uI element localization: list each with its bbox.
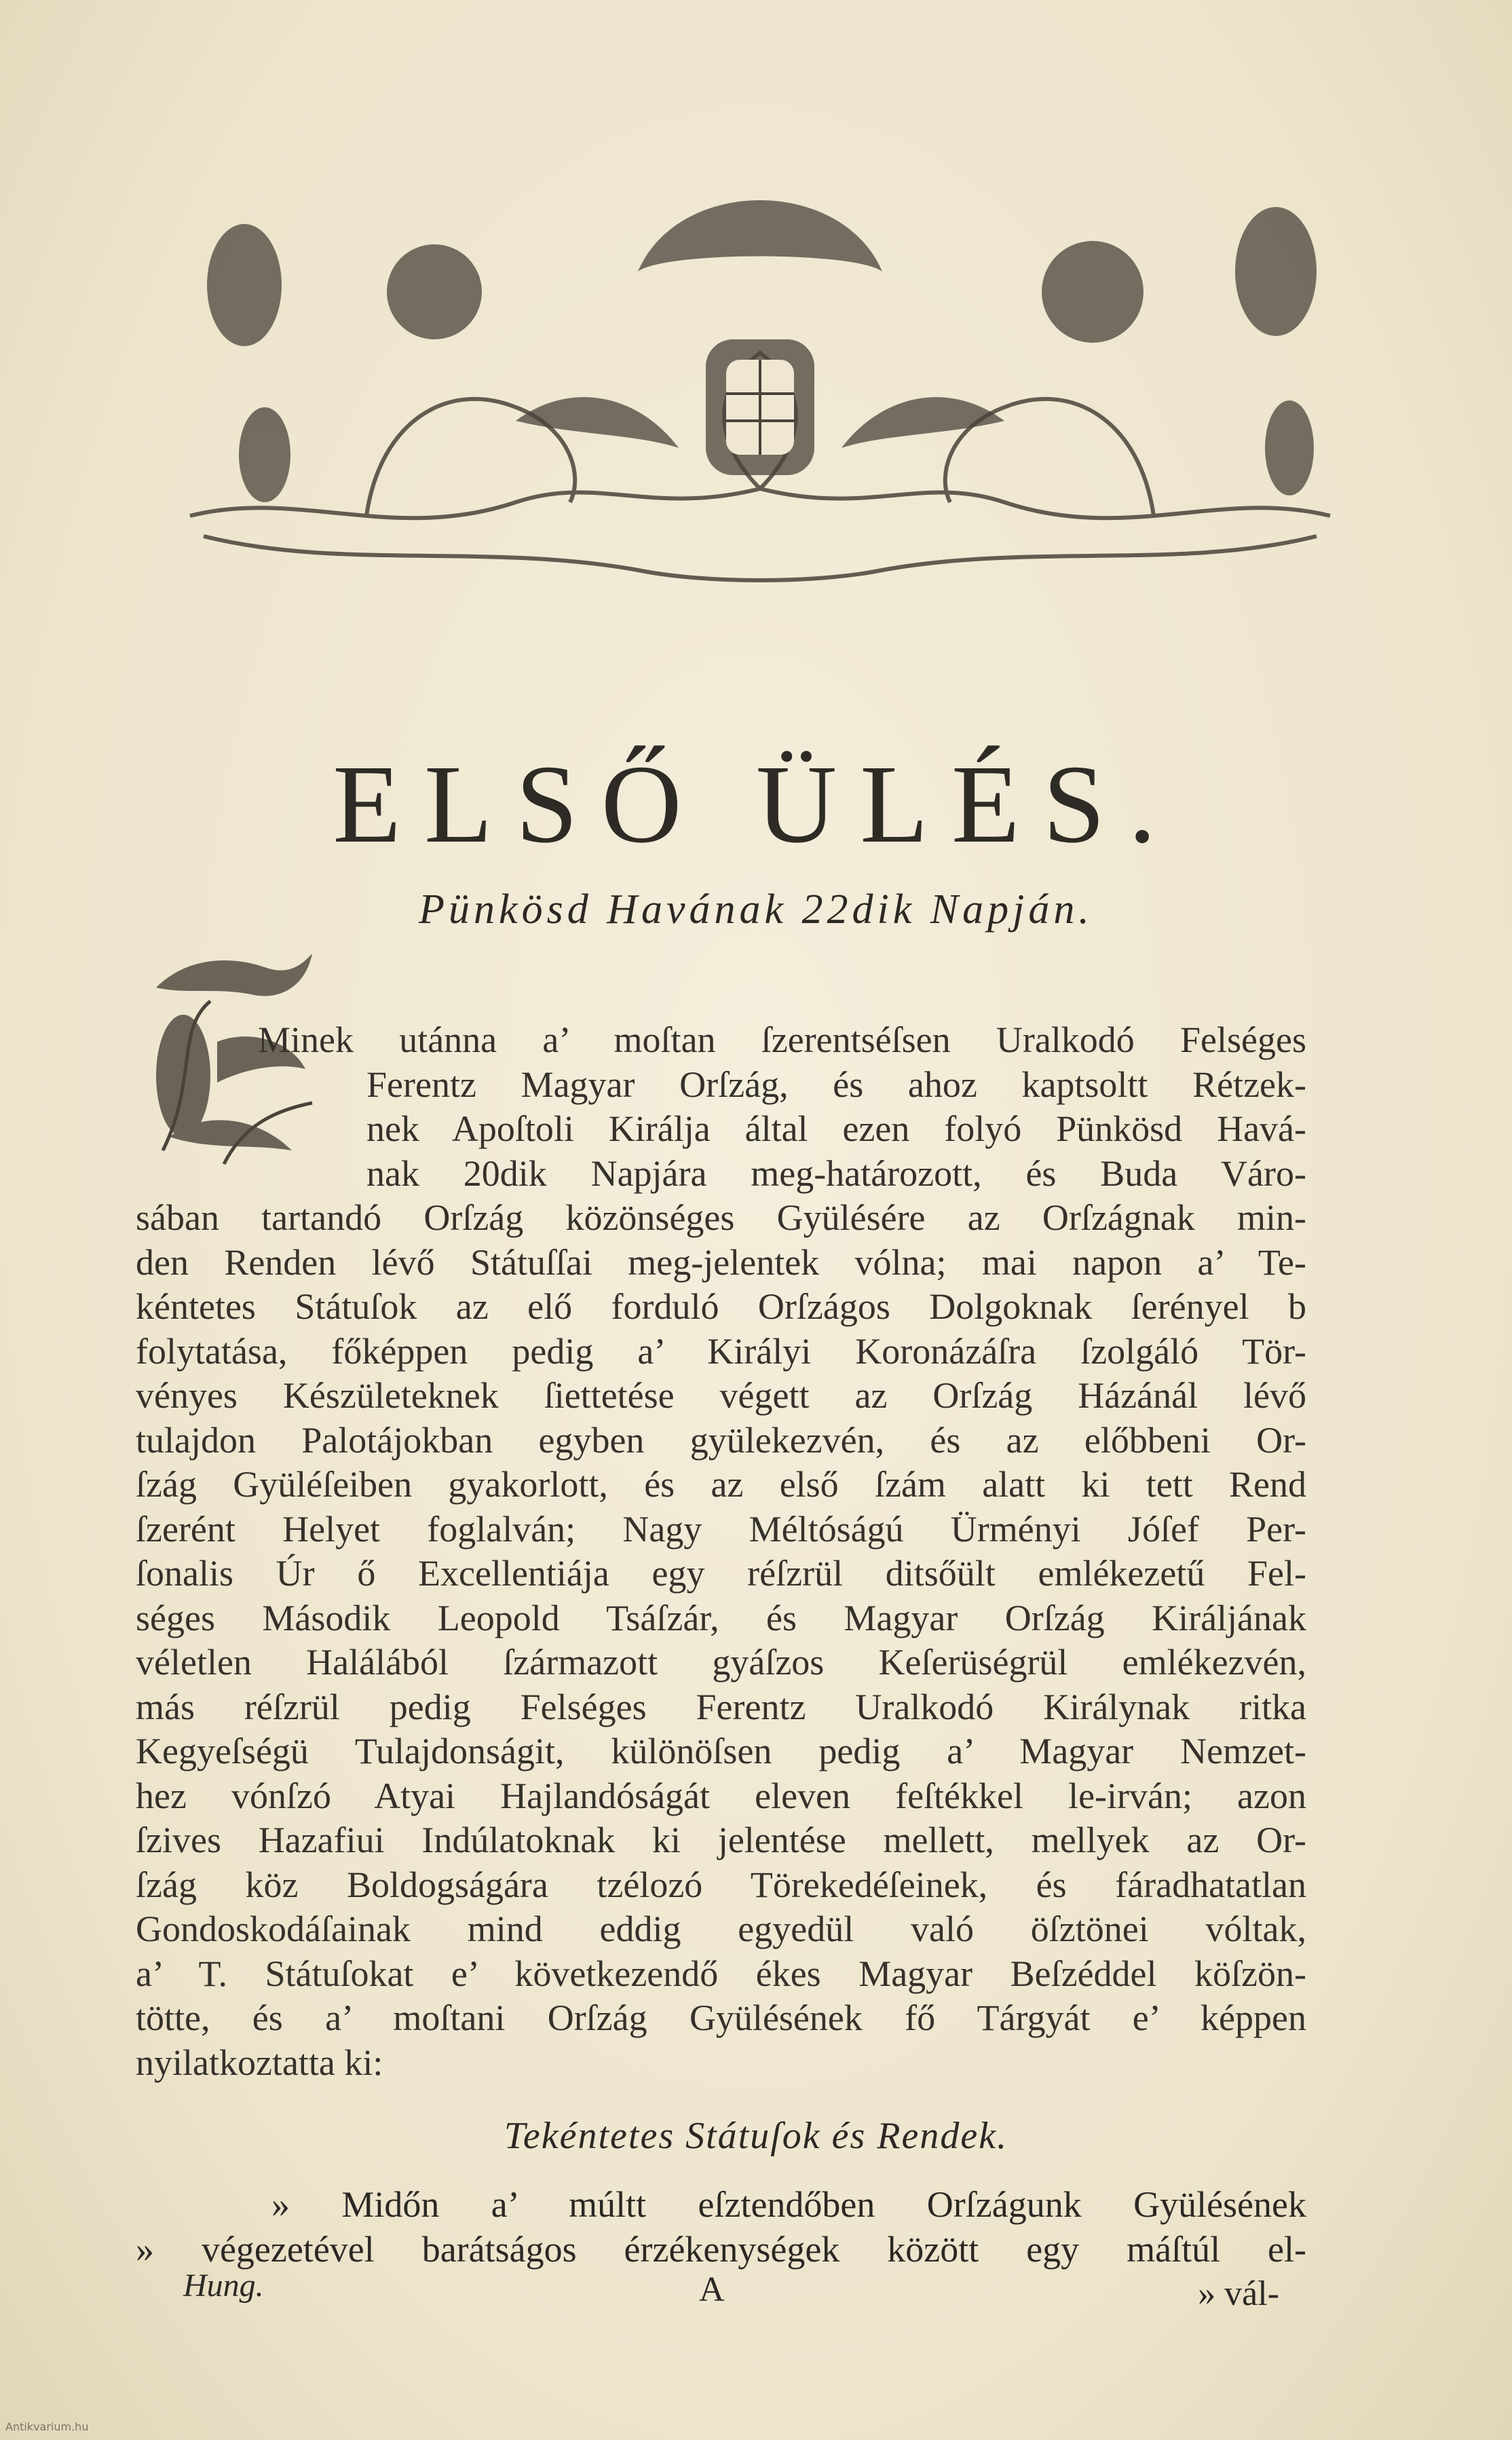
body-line: nyilatkoztatta ki: — [136, 2042, 383, 2083]
body-line: folytatása, főképpen pedig a’ Királyi Koronázáſra ſzolgáló Tör- — [136, 1330, 1306, 1372]
catchword: » vál- — [1198, 2274, 1279, 2313]
body-line: ſzerént Helyet foglalván; Nagy Méltóságú Ürményi Jóſef Per- — [136, 1508, 1306, 1550]
quote-line: » Midőn a’ múltt eſztendőben Orſzágunk Gyülésének — [271, 2184, 1306, 2225]
page-footer — [136, 2267, 1306, 2321]
watermark: Antikvarium.hu — [5, 2420, 89, 2433]
body-line: nek Apoſtoli Királja által ezen folyó Pünkösd Havá- — [366, 1108, 1306, 1149]
body-line: ſzives Hazafiui Indúlatoknak ki jelentése mellett, mellyek az Or- — [136, 1820, 1306, 1860]
body-line: véletlen Halálából ſzármazott gyáſzos Keſerüségrül emlékezvén, — [136, 1642, 1306, 1683]
body-line: a’ T. Státuſokat e’ következendő ékes Magyar Beſzéddel köſzön- — [136, 1953, 1306, 1994]
body-line: tulajdon Palotájokban egyben gyülekezvén, és az előbbeni Or- — [136, 1419, 1306, 1461]
body-line: tötte, és a’ moſtani Orſzág Gyülésének fő Tárgyát e’ képpen — [136, 1997, 1306, 2038]
body-line: Gondoskodáſainak mind eddig egyedül való öſztönei vóltak, — [136, 1909, 1306, 1949]
body-line: Minek utánna a’ moſtan ſzerentséſsen Uralkodó Felséges — [258, 1019, 1306, 1060]
quote-line: » végezetével barátságos érzékenységek között egy máſtúl el- — [136, 2229, 1306, 2270]
session-date: Pünkösd Havának 22dik Napján. — [419, 886, 1093, 933]
speech-heading: Tekéntetes Státuſok és Rendek. — [504, 2115, 1008, 2157]
headpiece-ornament — [163, 136, 1357, 597]
page-title: ELSŐ ÜLÉS. — [333, 742, 1179, 866]
body-line: ſzág köz Boldogságára tzélozó Törekedéſeinek, és fáradhatatlan — [136, 1864, 1306, 1905]
body-line: séges Második Leopold Tsáſzár, és Magyar Orſzág Királjának — [136, 1597, 1306, 1638]
body-line: más réſzrül pedig Felséges Ferentz Uralkodó Királynak ritka — [136, 1686, 1306, 1727]
body-line: kéntetes Státuſok az elő forduló Orſzágos Dolgoknak ſerényel b — [136, 1286, 1306, 1327]
sheet-letter: A — [699, 2270, 725, 2309]
body-line: ſonalis Úr ő Excellentiája egy réſzrül ditsőült emlékezetű Fel- — [136, 1553, 1306, 1594]
body-text — [136, 1018, 1306, 2085]
body-line: sában tartandó Orſzág közönséges Gyülésére az Orſzágnak min- — [136, 1197, 1306, 1238]
body-line: hez vónſzó Atyai Hajlandóságát eleven feſtékkel le-irván; azon — [136, 1775, 1306, 1816]
speech-text — [136, 2182, 1306, 2272]
body-line: vényes Készületeknek ſiettetése végett az Orſzág Házánál lévő — [136, 1375, 1306, 1416]
body-line: Ferentz Magyar Orſzág, és ahoz kaptsoltt Rétzek- — [366, 1064, 1306, 1105]
body-line: den Renden lévő Státuſſai meg-jelentek vólna; mai napon a’ Te- — [136, 1241, 1306, 1283]
body-line: nak 20dik Napjára meg-határozott, és Buda Váro- — [366, 1152, 1306, 1194]
body-line: Kegyeſségü Tulajdonságit, különöſsen pedig a’ Magyar Nemzet- — [136, 1731, 1306, 1771]
body-line: ſzág Gyüléſeiben gyakorlott, és az első ſzám alatt ki tett Rend — [136, 1464, 1306, 1505]
signature-mark: Hung. — [183, 2268, 264, 2304]
